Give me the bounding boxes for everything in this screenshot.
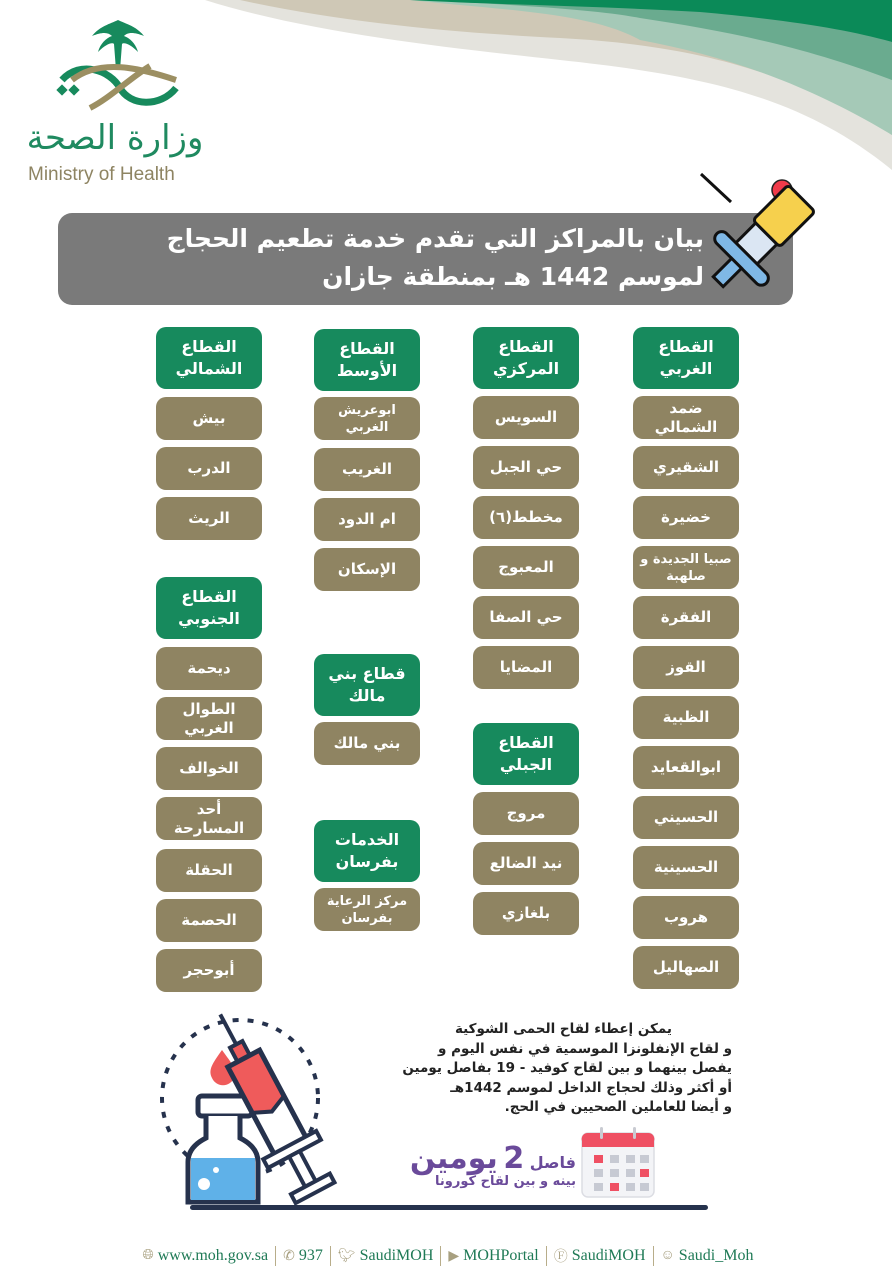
center-item: ديحمة [156, 647, 262, 690]
sector-header: القطاع المركزي [473, 327, 579, 389]
center-item: حي الصفا [473, 596, 579, 639]
center-item: الدرب [156, 447, 262, 490]
center-item: الطوال الغربي [156, 697, 262, 740]
center-item: بيش [156, 397, 262, 440]
center-item: ابوالقعايد [633, 746, 739, 789]
sector-header: الخدمات بفرسان [314, 820, 420, 882]
sector-header: القطاع الشمالي [156, 327, 262, 389]
ministry-name-arabic: وزارة الصحة [26, 118, 204, 158]
youtube-channel[interactable]: MOHPortal [463, 1247, 539, 1264]
facebook-page[interactable]: SaudiMOH [571, 1247, 646, 1264]
separator [440, 1246, 441, 1266]
center-item: الظبية [633, 696, 739, 739]
gap-unit: يومين [409, 1141, 498, 1176]
note-line: يفصل بينهما و بين لقاح كوفيد - 19 بفاصل يومين [402, 1060, 732, 1076]
sector-header: القطاع الجنوبي [156, 577, 262, 639]
center-item: بني مالك [314, 722, 420, 765]
calendar-icon [580, 1127, 656, 1199]
separator [546, 1246, 547, 1266]
gap-callout [388, 1141, 576, 1176]
center-item: الحسيني [633, 796, 739, 839]
twitter-handle[interactable]: SaudiMOH [359, 1247, 434, 1264]
twitter-icon: 🐦︎ [337, 1248, 356, 1264]
separator [653, 1246, 654, 1266]
center-item: الشقيري [633, 446, 739, 489]
gap-subtitle: بينه و بين لقاح كورونا [435, 1174, 576, 1189]
title-line-1: بيان بالمراكز التي تقدم خدمة تطعيم الحجاج [166, 224, 704, 253]
vaccine-vial-syringe-icon [160, 1008, 380, 1218]
center-item: ابوعريش الغربي [314, 397, 420, 440]
center-item: بلغازي [473, 892, 579, 935]
center-item: هروب [633, 896, 739, 939]
center-item: السويس [473, 396, 579, 439]
divider-line [190, 1205, 708, 1210]
separator [275, 1246, 276, 1266]
footer-contacts [118, 1244, 778, 1268]
center-item: ضمد الشمالي [633, 396, 739, 439]
title-line-2: لموسم 1442 هـ بمنطقة جازان [322, 262, 704, 291]
website-link[interactable]: www.moh.gov.sa [157, 1247, 269, 1264]
vaccine-note [322, 1020, 732, 1118]
center-item: ام الدود [314, 498, 420, 541]
center-item: القوز [633, 646, 739, 689]
center-item: المعبوج [473, 546, 579, 589]
sector-header: القطاع الأوسط [314, 329, 420, 391]
center-item: الحصمة [156, 899, 262, 942]
center-item: حي الجبل [473, 446, 579, 489]
center-item: مخطط(٦) [473, 496, 579, 539]
youtube-icon: ▶ [448, 1248, 460, 1264]
center-item: نيد الضالع [473, 842, 579, 885]
center-item: مروج [473, 792, 579, 835]
center-item: الغريب [314, 448, 420, 491]
snapchat-icon: ☺ [660, 1248, 675, 1263]
note-line: و أيضا للعاملين الصحيين في الحج. [504, 1099, 732, 1115]
sector-header: القطاع الجبلي [473, 723, 579, 785]
center-item: الحقلة [156, 849, 262, 892]
facebook-icon: Ⓕ [553, 1250, 568, 1265]
separator [330, 1246, 331, 1266]
center-item: الفقرة [633, 596, 739, 639]
ministry-logo [22, 18, 222, 185]
sector-header: قطاع بني مالك [314, 654, 420, 716]
center-item: أبوحجر [156, 949, 262, 992]
center-item: صبيا الجديدة و صلهبة [633, 546, 739, 589]
page-title [60, 220, 704, 296]
center-item: الإسكان [314, 548, 420, 591]
center-item: الصهاليل [633, 946, 739, 989]
phone-number[interactable]: 937 [298, 1247, 323, 1264]
center-item: الحسينية [633, 846, 739, 889]
center-item: الخوالف [156, 747, 262, 790]
palm-swords-emblem-icon [50, 18, 185, 118]
sector-header: القطاع الغربي [633, 327, 739, 389]
snapchat-handle[interactable]: Saudi_Moh [678, 1247, 754, 1264]
center-item: المضايا [473, 646, 579, 689]
note-line: أو أكثر وذلك لحجاج الداخل لموسم 1442هـ [450, 1079, 732, 1096]
syringe-icon [695, 168, 840, 313]
gap-number: 2 [503, 1141, 525, 1176]
note-line: يمكن إعطاء لقاح الحمى الشوكية [454, 1021, 672, 1037]
center-item: الريث [156, 497, 262, 540]
center-item: مركز الرعاية بفرسان [314, 888, 420, 931]
globe-icon: 🌐︎ [142, 1248, 154, 1263]
center-item: خضيرة [633, 496, 739, 539]
phone-icon: ✆ [283, 1248, 295, 1264]
ministry-name-english: Ministry of Health [28, 164, 175, 185]
gap-label: فاصل [529, 1153, 576, 1172]
center-item: أحد المسارحة [156, 797, 262, 840]
note-line: و لقاح الإنفلونزا الموسمية في نفس اليوم و [438, 1040, 732, 1057]
